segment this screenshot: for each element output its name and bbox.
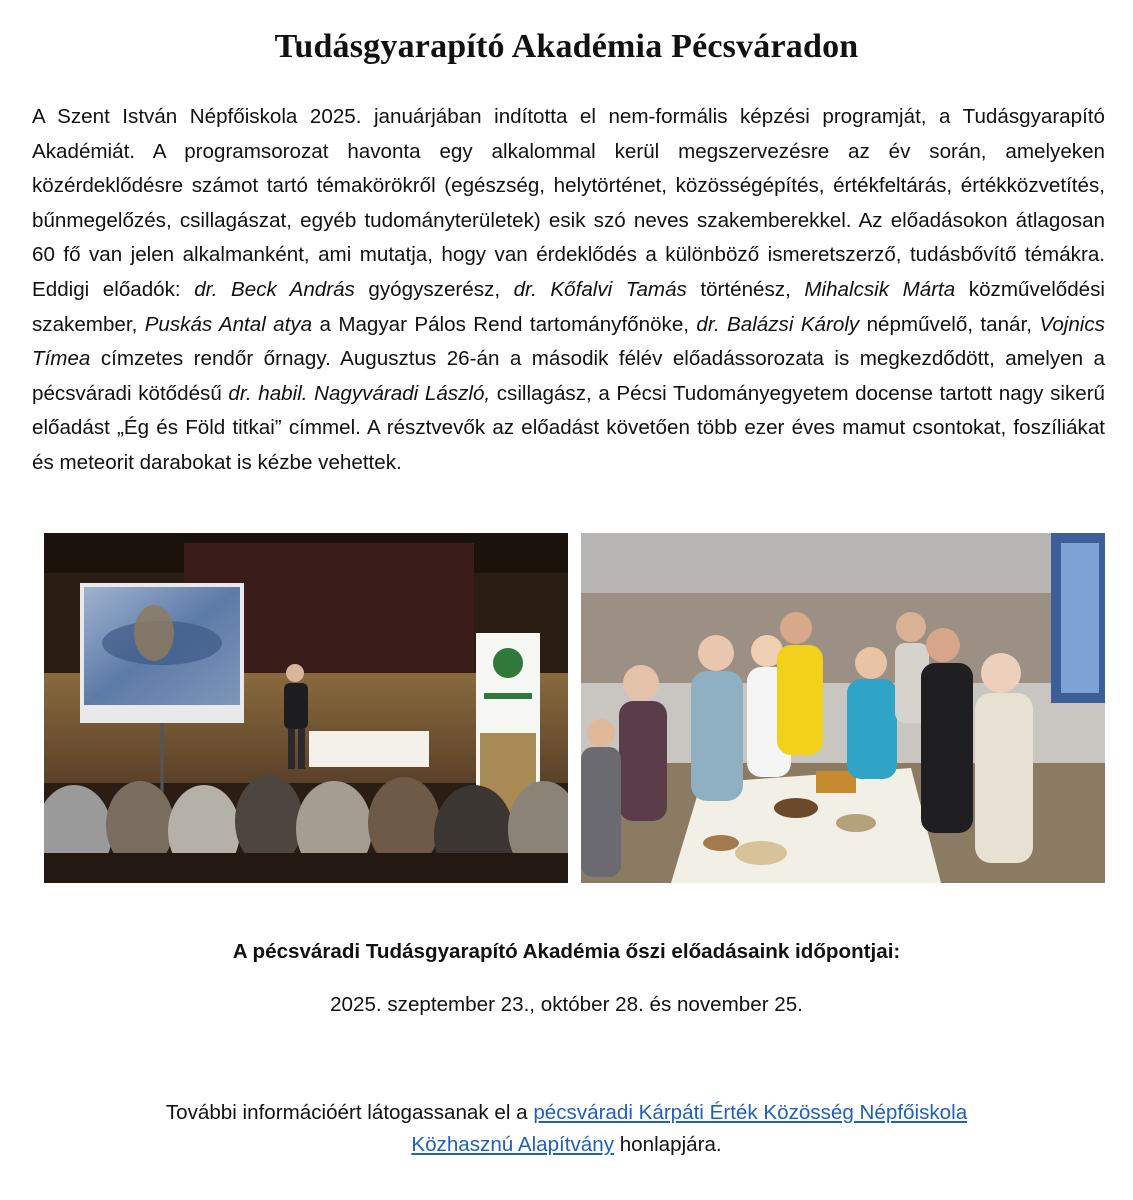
foundation-link-line1: pécsváradi Kárpáti Érték Közösség Népfőiskola — [533, 1101, 968, 1124]
speaker-name: dr. Beck András — [194, 277, 355, 301]
speaker-name: dr. habil. Nagyváradi László, — [228, 381, 491, 405]
text-segment: gyógyszerész, — [354, 277, 514, 301]
lecture-photo-illustration — [44, 533, 568, 883]
speaker-name: dr. Balázsi Károly — [696, 312, 860, 336]
fossils-photo-illustration — [581, 533, 1105, 883]
foundation-link-line2: Közhasznú Alapítvány — [411, 1133, 614, 1156]
schedule-dates: 2025. szeptember 23., október 28. és november 25. — [330, 993, 803, 1016]
text-segment: csillagász, a Pécsi Tudományegyetem docense tartott nagy sikerű előadást „Ég és Föld titkai” címmel. A résztvevők az előadást követően több ezer éves mamut csontokat, foszíliákat és meteorit darabokat is kézbe vehettek. — [32, 381, 1106, 474]
text-segment: népművelő, tanár, — [859, 312, 1040, 336]
speaker-name: Puskás Antal atya — [144, 312, 313, 336]
speaker-name: Mihalcsik Márta — [804, 277, 956, 301]
text-segment: közművelődési szakember, — [32, 277, 1105, 336]
footer-info — [0, 1097, 1133, 1161]
text-segment: A Szent István Népfőiskola 2025. januárjában indította el nem-formális képzési programját, a Tudásgyarapító Akadémiát. A programsorozat havonta egy alkalommal kerül megszervezésre az év során, amelyeken közérdeklődésre számot tartó témakörökről (egészség, helytörténet, közösségépítés, értékfeltárás, értékközvetítés, bűnmegelőzés, csillagászat, egyéb tudományterületek) esik szó neves szakemberekkel. Az előadásokon átlagosan 60 fő van jelen alkalmanként, ami mutatja, hogy van érdeklődés a különböző ismeretszerző, tudásbővítő témákra. Eddigi előadók: — [32, 105, 1105, 301]
speaker-name: dr. Kőfalvi Tamás — [513, 277, 687, 301]
intro-paragraph — [32, 100, 1105, 481]
text-segment: történész, — [686, 277, 805, 301]
fossils-photo — [581, 533, 1105, 883]
text-segment: a Magyar Pálos Rend tartományfőnöke, — [312, 312, 697, 336]
speaker-name: Vojnics Tímea — [32, 312, 1105, 371]
footer-text: További információért látogassanak el a — [165, 1101, 534, 1124]
lecture-photo — [44, 533, 568, 883]
page-title: Tudásgyarapító Akadémia Pécsváradon — [274, 28, 859, 65]
text-segment: címzetes rendőr őrnagy. Augusztus 26-án a második félév előadássorozata is megkezdődött, amelyen a pécsváradi kötődésű — [32, 347, 1105, 405]
footer-text-end: honlapjára. — [614, 1133, 722, 1156]
schedule-heading: A pécsváradi Tudásgyarapító Akadémia őszi előadásaink időpontjai: — [232, 940, 901, 963]
